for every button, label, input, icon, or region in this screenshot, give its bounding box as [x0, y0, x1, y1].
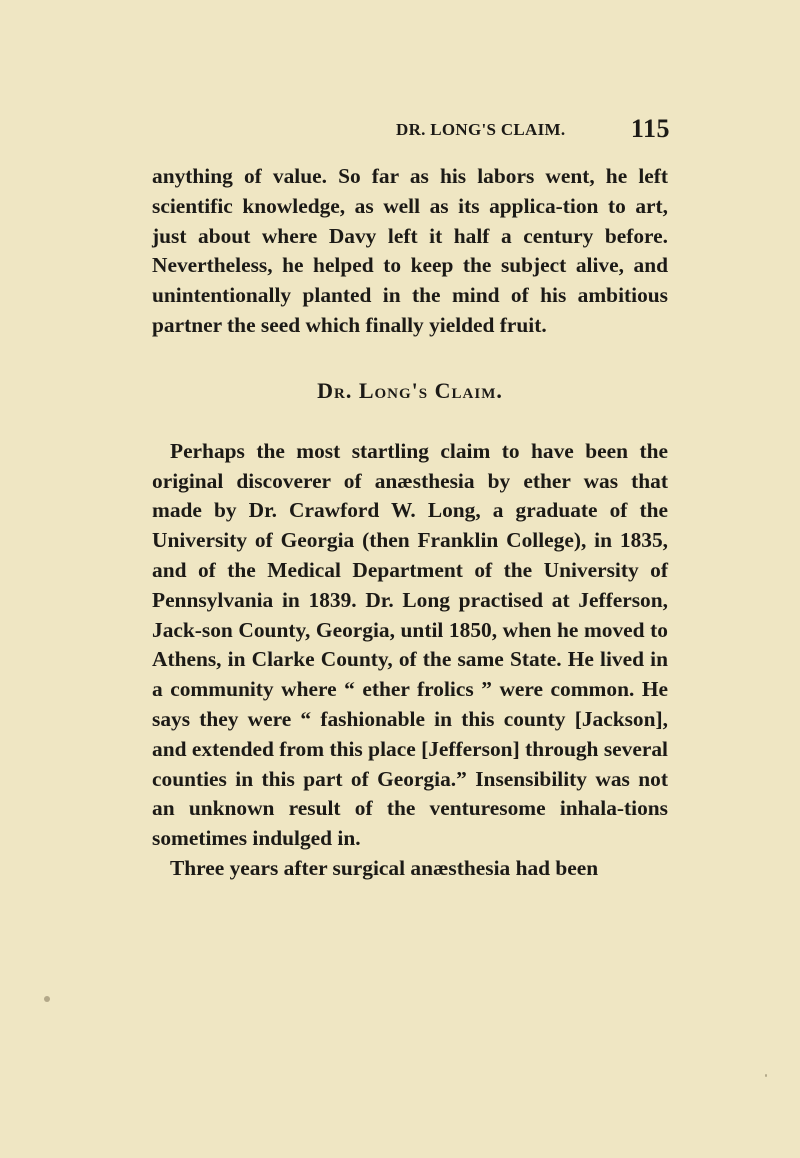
paper-speck [765, 1074, 767, 1077]
paragraph-final: Three years after surgical anæsthesia had been [170, 855, 599, 880]
page-number: 115 [630, 114, 670, 143]
running-head [150, 114, 670, 144]
paper-speck [44, 996, 50, 1002]
section-heading: Dr. Long's Claim. [317, 377, 503, 403]
body-text [152, 162, 668, 884]
paragraph-long-claim: Perhaps the most startling claim to have been the original discoverer of anæsthesia by ether was that made by Dr. Crawford W. Long, a graduate of the University of Georgia (then Franklin College), in 1835, and of the Medical Department of the University of Pennsylvania in 1839. Dr. Long practised at Jefferson, Jack-son County, Georgia, until 1850, when he moved to Athens, in Clarke County, of the same State. He lived in a community where “ ether frolics ” were common. He says they were “ fashionable in this county [Jackson], and extended from this place [Jefferson] through several counties in this part of Georgia.” Insensibility was not an unknown result of the venturesome inhala-tions sometimes indulged in. [152, 438, 668, 851]
running-head-title: DR. LONG'S CLAIM. [396, 120, 566, 139]
paragraph-continuation: anything of value. So far as his labors went, he left scientific knowledge, as well as its applica-tion to art, just about where Davy left it half a century before. Nevertheless, he helped to keep the subject alive, and unintentionally planted in the mind of his ambitious partner the seed which finally yielded fruit. [152, 164, 668, 337]
